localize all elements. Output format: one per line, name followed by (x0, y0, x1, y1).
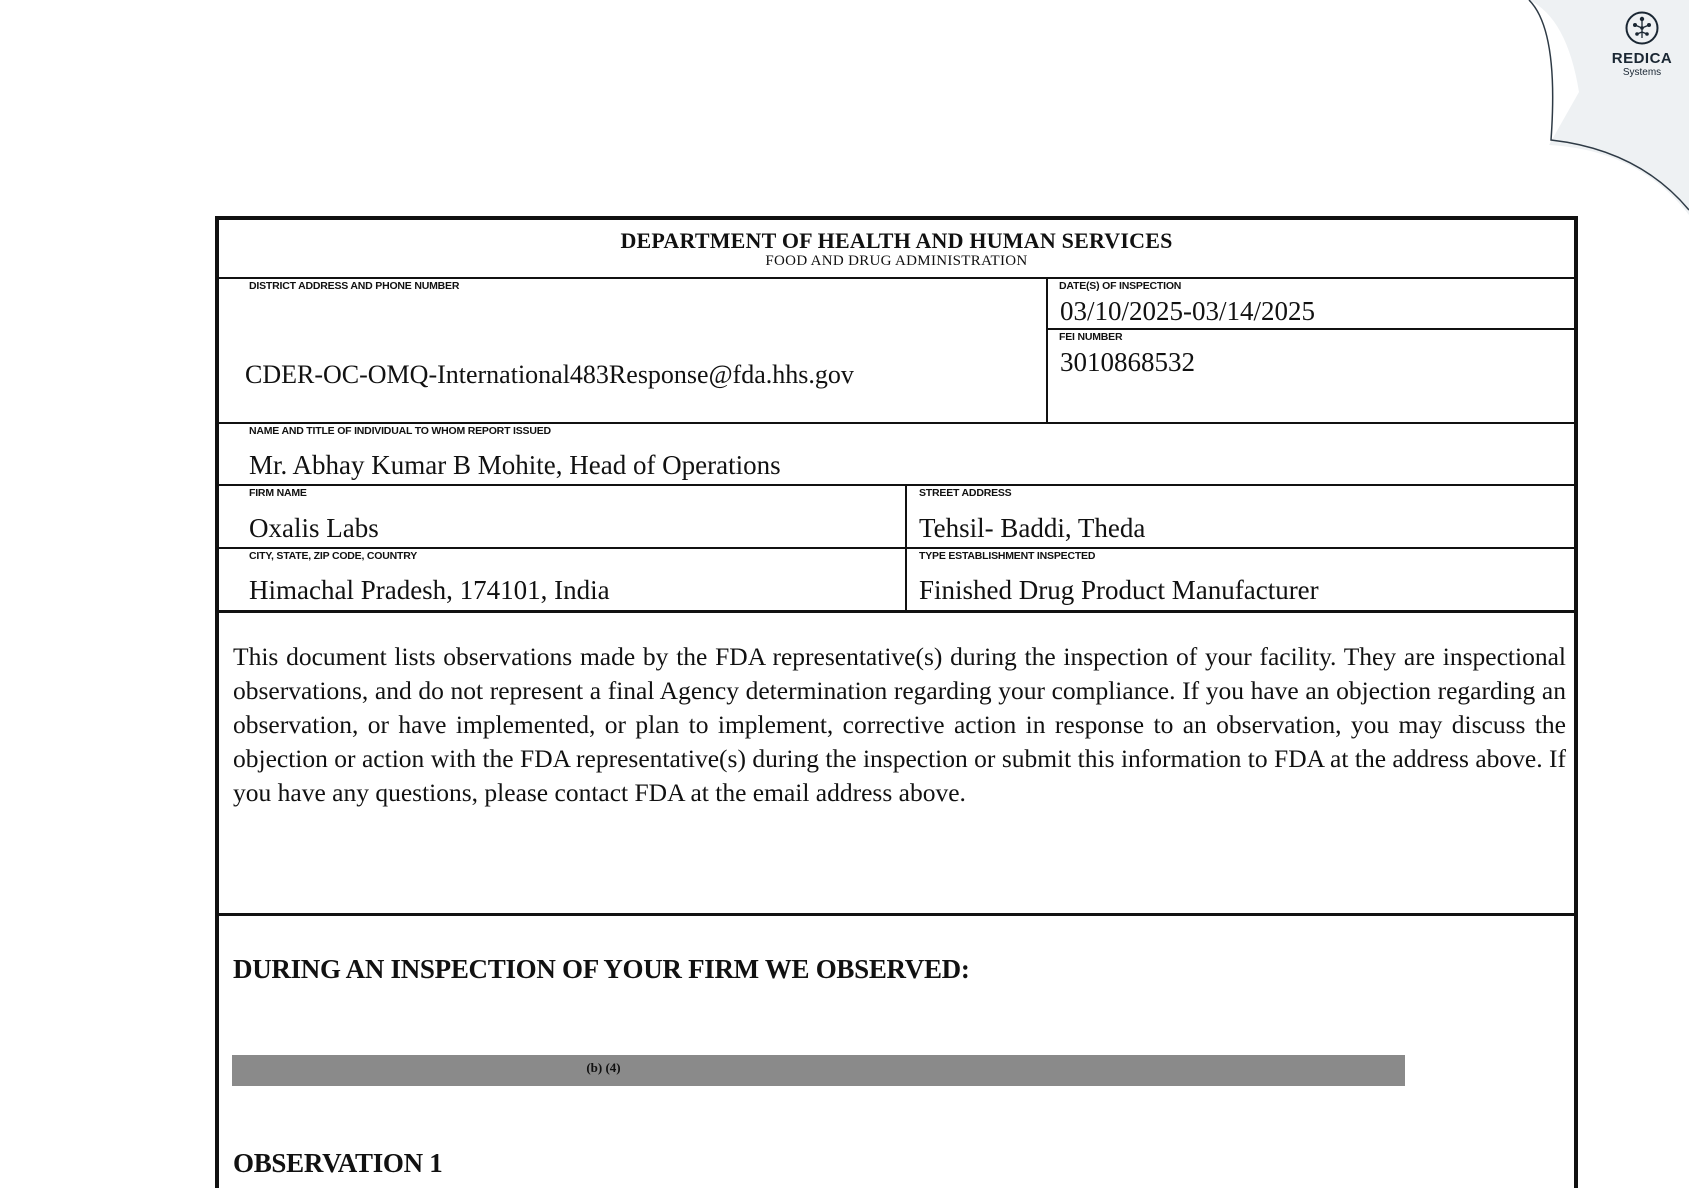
district-value: CDER-OC-OMQ-International483Response@fda.hhs.gov (245, 360, 854, 389)
fda-form (215, 216, 1578, 1188)
redaction-label: (b) (4) (586, 1060, 621, 1075)
observed-heading: DURING AN INSPECTION OF YOUR FIRM WE OBSERVED: (233, 954, 970, 984)
type-value: Finished Drug Product Manufacturer (919, 575, 1319, 605)
fei-value: 3010868532 (1060, 347, 1195, 377)
brand-subtitle: Systems (1622, 67, 1662, 78)
observation-heading: OBSERVATION 1 (233, 1148, 443, 1178)
type-caption: TYPE ESTABLISHMENT INSPECTED (919, 550, 1096, 562)
divider (219, 913, 1574, 916)
name-value: Mr. Abhay Kumar B Mohite, Head of Operations (249, 450, 781, 480)
brand-name: REDICA (1611, 50, 1673, 67)
network-circle-icon (1624, 10, 1660, 46)
street-value: Tehsil- Baddi, Theda (919, 513, 1146, 543)
divider (1046, 277, 1048, 422)
notice-paragraph: This document lists observations made by the FDA representative(s) during the inspection of your facility. They are inspectional observations, and do not represent a final Agency determination regarding your compliance. If you have an objection regarding an observation, or have implemented, or plan to implement, corrective action in response to an observation, you may discuss the objection or action with the FDA representative(s) during the inspection or submit this information to FDA at the address above. If you have any questions, please contact FDA at the email address above. (233, 642, 1566, 807)
form-header-department: DEPARTMENT OF HEALTH AND HUMAN SERVICES (620, 228, 1173, 253)
district-caption: DISTRICT ADDRESS AND PHONE NUMBER (249, 280, 460, 292)
firm-value: Oxalis Labs (249, 513, 379, 543)
dates-value: 03/10/2025-03/14/2025 (1060, 296, 1315, 326)
firm-caption: FIRM NAME (249, 487, 307, 499)
divider (219, 484, 1574, 486)
redaction-bar (232, 1055, 1405, 1086)
fei-caption: FEI NUMBER (1059, 331, 1123, 343)
city-value: Himachal Pradesh, 174101, India (249, 575, 610, 605)
name-caption: NAME AND TITLE OF INDIVIDUAL TO WHOM REPORT ISSUED (249, 425, 551, 437)
dates-caption: DATE(S) OF INSPECTION (1059, 280, 1182, 292)
divider (1046, 328, 1574, 330)
form-header-agency: FOOD AND DRUG ADMINISTRATION (765, 253, 1028, 269)
divider (219, 610, 1574, 613)
redica-logo (1609, 10, 1675, 78)
divider (219, 277, 1574, 279)
divider (219, 422, 1574, 424)
divider (219, 547, 1574, 549)
street-caption: STREET ADDRESS (919, 487, 1012, 499)
city-caption: CITY, STATE, ZIP CODE, COUNTRY (249, 550, 418, 562)
